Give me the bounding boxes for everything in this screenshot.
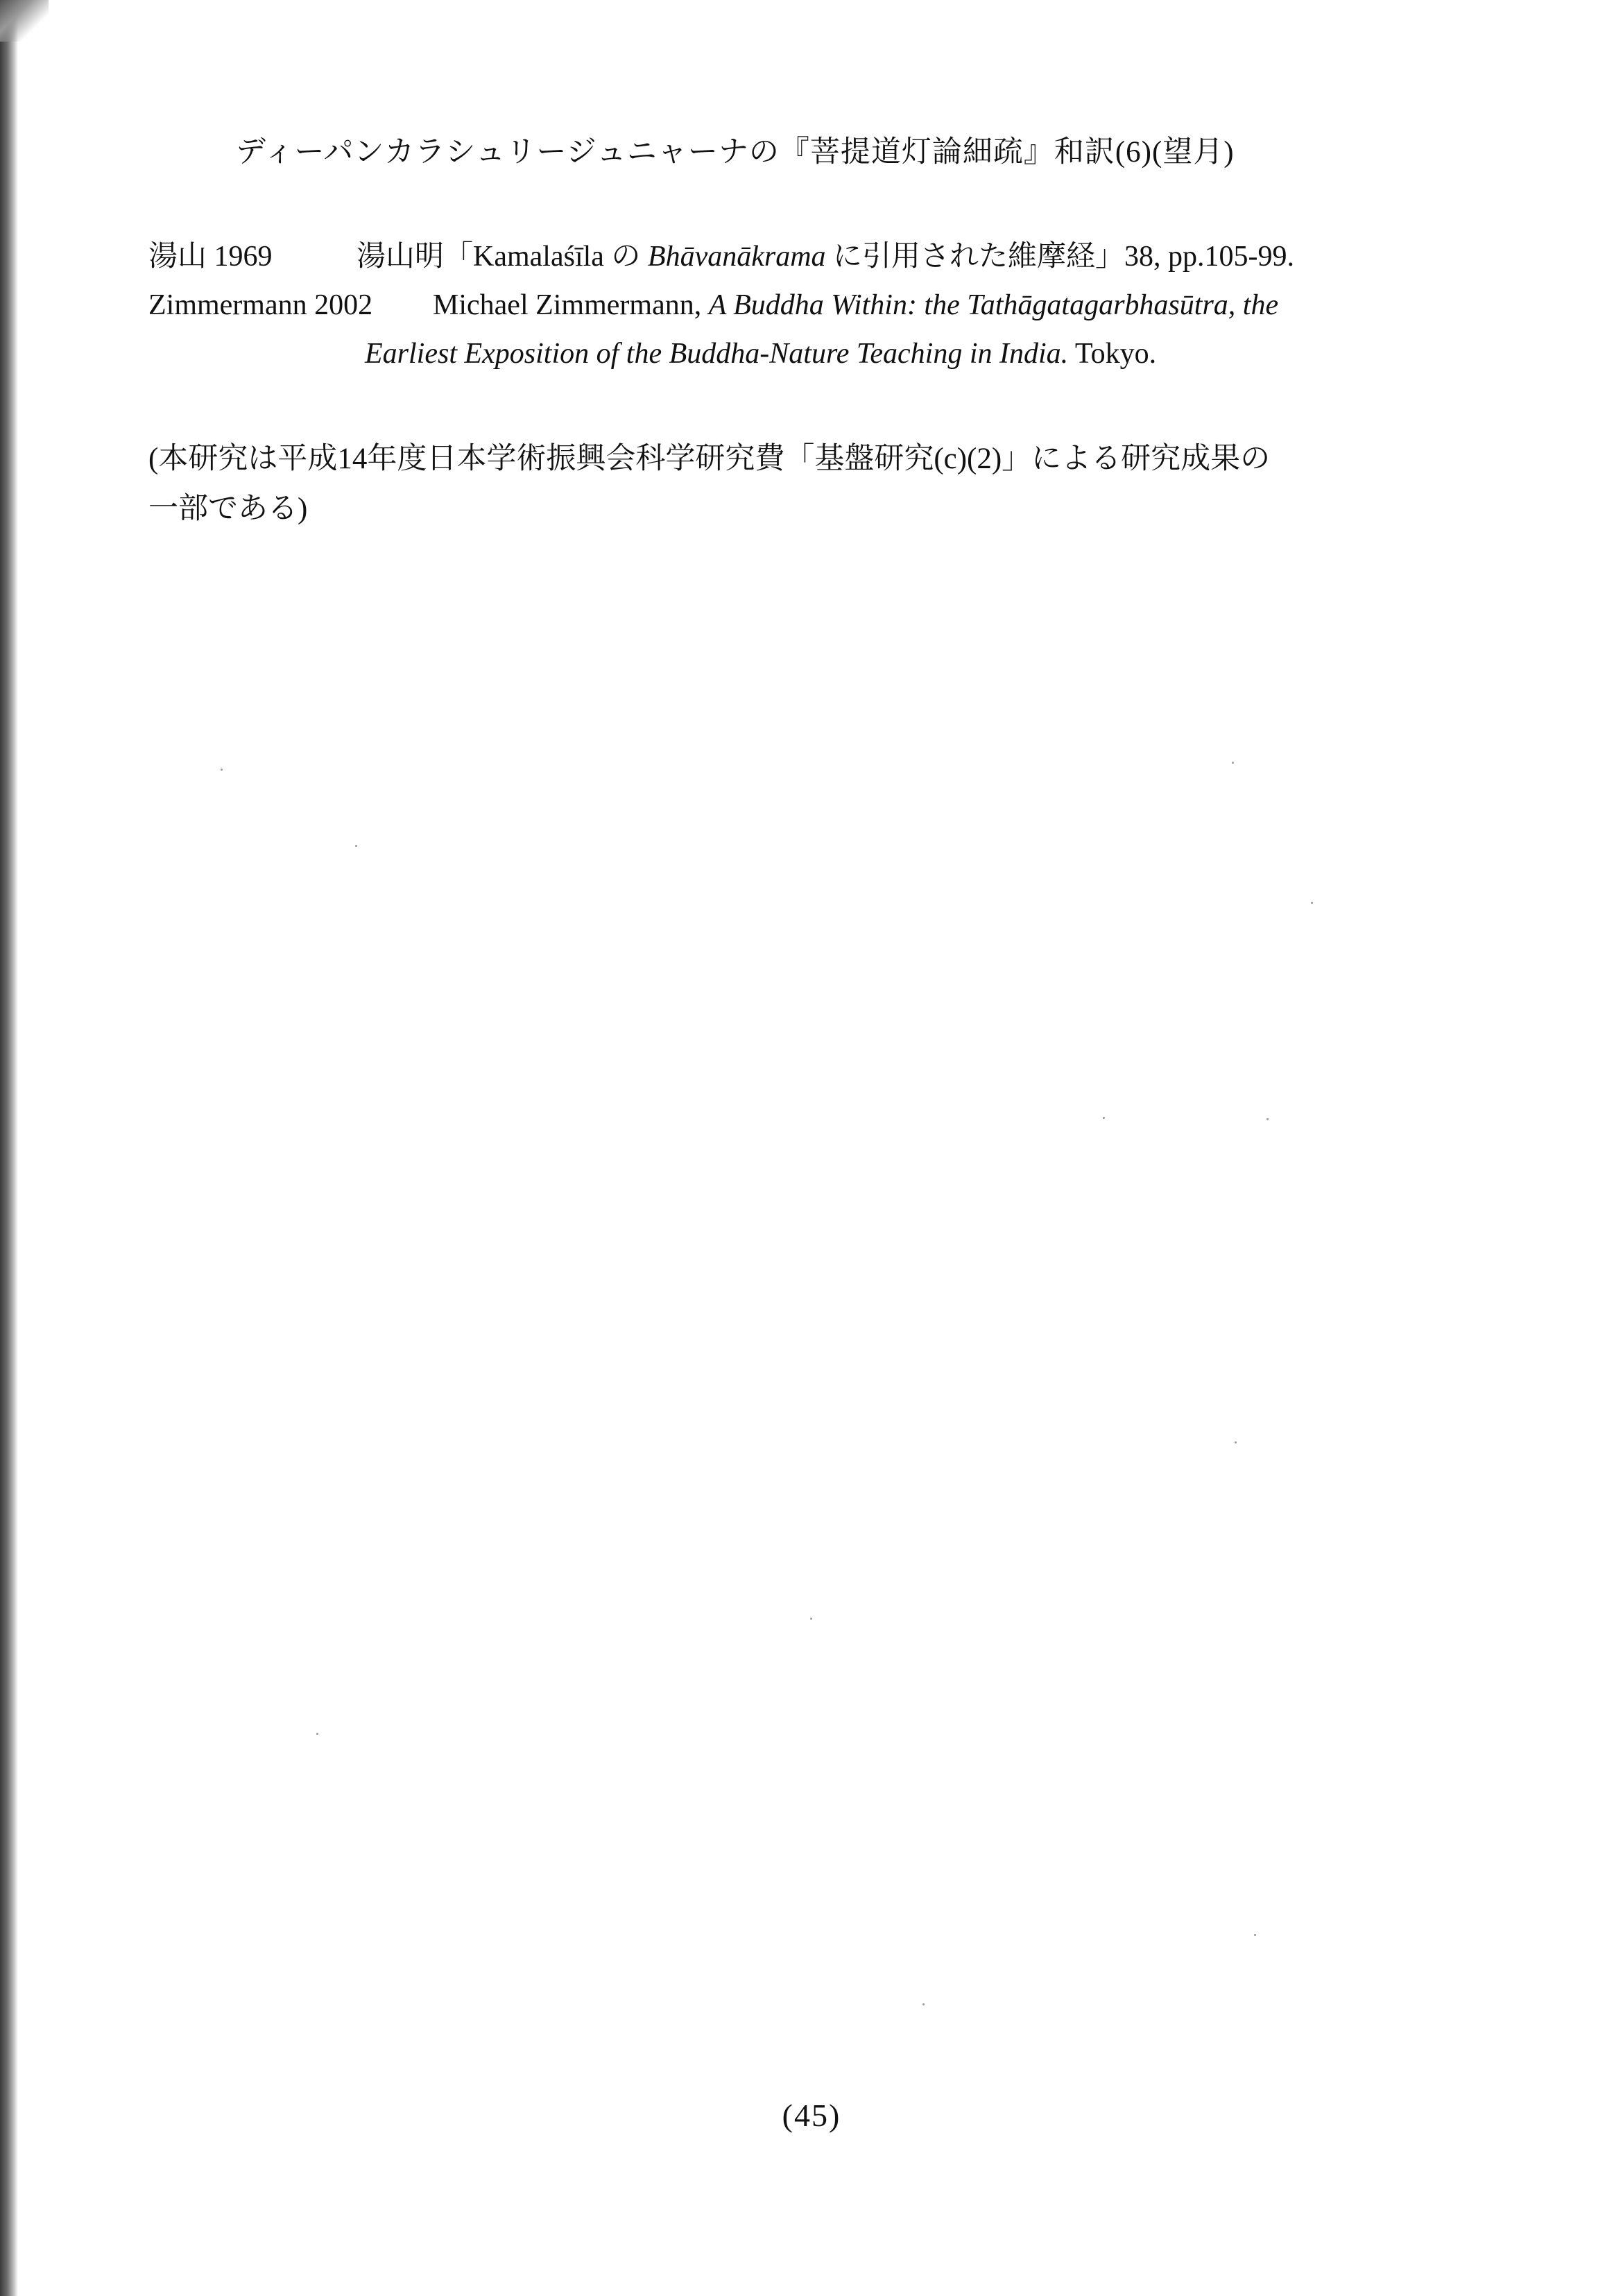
scan-shadow-corner xyxy=(0,0,49,42)
scan-speck xyxy=(1254,1934,1256,1936)
funding-note-line-2: 一部である) xyxy=(148,492,308,525)
scan-speck xyxy=(1103,1117,1105,1119)
reference-list xyxy=(148,232,1452,378)
scan-speck xyxy=(316,1733,318,1735)
reference-citation xyxy=(433,289,1278,321)
scan-shadow-edge xyxy=(0,0,18,2296)
funding-note xyxy=(148,434,1452,534)
citation-title-italic: A Buddha Within: the Tathāgatagarbhasūtra, the xyxy=(708,289,1279,321)
scan-speck xyxy=(1232,762,1234,764)
citation-title-italic: Bhāvanākrama xyxy=(647,241,826,273)
scan-speck xyxy=(1311,902,1313,904)
scan-speck xyxy=(221,769,223,771)
citation-author: Michael Zimmermann, xyxy=(433,289,709,321)
reference-entry-zimmermann-2002 xyxy=(148,281,1452,378)
reference-key: 湯山 1969 xyxy=(148,241,273,273)
scan-speck xyxy=(1235,1441,1237,1443)
citation-place: Tokyo. xyxy=(1068,338,1157,370)
reference-key: Zimmermann 2002 xyxy=(148,289,373,321)
citation-segment: に引用された維摩経」38, pp.105-99. xyxy=(825,241,1295,273)
reference-citation xyxy=(357,241,1294,273)
reference-entry-yuyama-1969 xyxy=(148,232,1452,281)
reference-continuation-line xyxy=(365,329,1156,378)
running-header: ディーパンカラシュリージュニャーナの『菩提道灯論細疏』和訳(6)(望月) xyxy=(236,136,1235,169)
page-number: (45) xyxy=(782,2098,841,2133)
citation-title-italic: Earliest Exposition of the Buddha-Nature Teaching in India. xyxy=(365,338,1069,370)
scan-speck xyxy=(1266,1118,1269,1120)
scan-speck xyxy=(922,2003,925,2005)
citation-segment: 湯山明「Kamalaśīla の xyxy=(357,241,648,273)
scan-speck xyxy=(355,845,357,847)
scan-speck xyxy=(810,1618,812,1620)
funding-note-line-1: (本研究は平成14年度日本学術振興会科学研究費「基盤研究(c)(2)」による研究成果の xyxy=(148,443,1271,475)
